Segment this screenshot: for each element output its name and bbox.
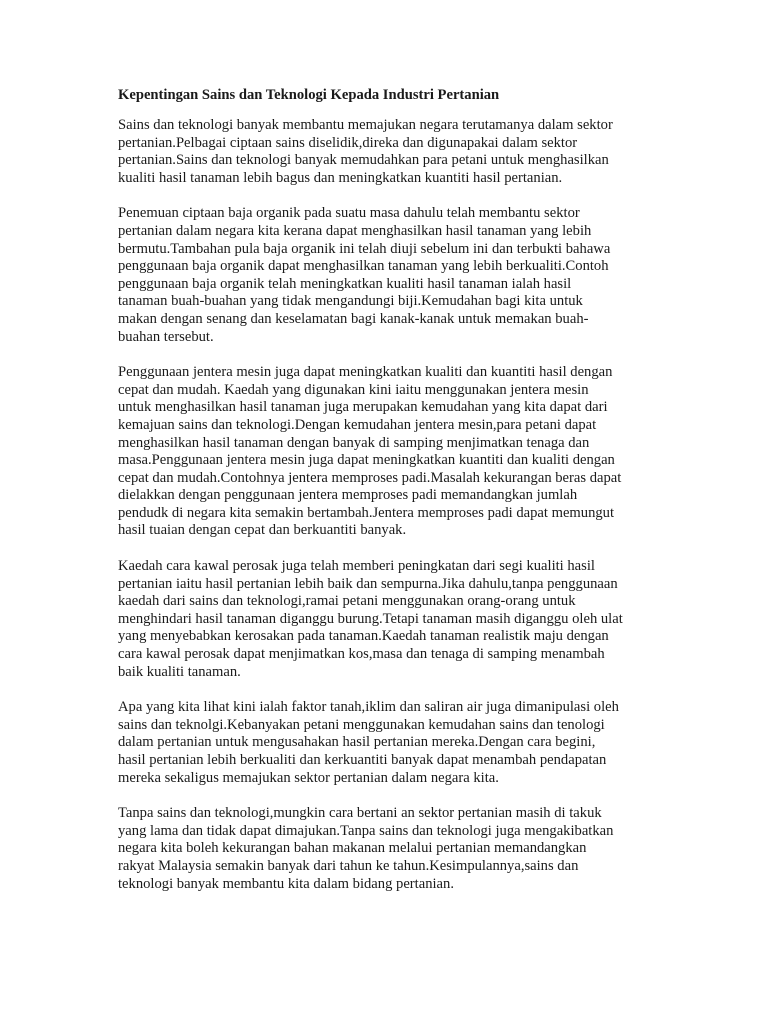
text-line: yang lama dan tidak dapat dimajukan.Tanpa sains dan teknologi juga mengakibatkan [118, 822, 614, 839]
text-line: negara kita boleh kekurangan bahan makanan melalui pertanian memandangkan [118, 840, 587, 857]
text-line: cara kawal perosak dapat menjimatkan kos,masa dan tenaga di samping menambah [118, 646, 605, 663]
text-line: makan dengan senang dan keselamatan bagi kanak-kanak untuk memakan buah- [118, 310, 589, 327]
text-line: dielakkan dengan penggunaan jentera memproses padi memandangkan jumlah [118, 487, 578, 504]
text-line: hasil tuaian dengan cepat dan berkuantiti banyak. [118, 522, 407, 539]
paragraph-6 [118, 805, 658, 893]
document-body [118, 117, 658, 893]
text-line: Tanpa sains dan teknologi,mungkin cara bertani an sektor pertanian masih di takuk [118, 805, 602, 822]
text-line: kaedah dari sains dan teknologi,ramai petani menggunakan orang-orang untuk [118, 593, 576, 610]
text-line: pertanian dalam negara kita kerana dapat menghasilkan hasil tanaman yang lebih [118, 222, 592, 239]
text-line: cepat dan mudah. Kaedah yang digunakan kini iaitu menggunakan jentera mesin [118, 381, 589, 398]
text-line: mereka sekaligus memajukan sektor pertanian dalam negara kita. [118, 769, 499, 786]
text-line: dalam pertanian untuk mengusahakan hasil pertanian mereka.Dengan cara begini, [118, 734, 596, 751]
text-line: teknologi banyak membantu kita dalam bidang pertanian. [118, 875, 454, 892]
text-line: Kaedah cara kawal perosak juga telah memberi peningkatan dari segi kualiti hasil [118, 558, 595, 575]
paragraph-5 [118, 699, 658, 787]
text-line: yang menyebabkan kerosakan pada tanaman.Kaedah tanaman realistik maju dengan [118, 628, 609, 645]
text-line: menghindari hasil tanaman diganggu burung.Tetapi tanaman masih diganggu oleh ulat [118, 610, 623, 627]
text-line: Penggunaan jentera mesin juga dapat meningkatkan kualiti dan kuantiti hasil dengan [118, 364, 613, 381]
text-line: untuk menghasilkan hasil tanaman juga merupakan kemudahan yang kita dapat dari [118, 399, 608, 416]
paragraph-3 [118, 364, 658, 540]
text-line: penggunaan baja organik dapat menghasilkan tanaman yang lebih berkualiti.Contoh [118, 258, 609, 275]
document-title: Kepentingan Sains dan Teknologi Kepada Industri Pertanian [118, 87, 500, 103]
text-line: kemajuan sains dan teknologi.Dengan kemudahan jentera mesin,para petani dapat [118, 416, 597, 433]
text-line: pertanian.Sains dan teknologi banyak memudahkan para petani untuk menghasilkan [118, 152, 609, 169]
text-line: pertanian iaitu hasil pertanian lebih baik dan sempurna.Jika dahulu,tanpa penggunaan [118, 575, 618, 592]
text-line: bermutu.Tambahan pula baja organik ini telah diuji sebelum ini dan terbukti bahawa [118, 240, 611, 257]
document-page [118, 86, 658, 911]
text-line: cepat dan mudah.Contohnya jentera memproses padi.Masalah kekurangan beras dapat [118, 469, 622, 486]
paragraph-4 [118, 558, 658, 681]
text-line: pertanian.Pelbagai ciptaan sains diselidik,direka dan digunapakai dalam sektor [118, 134, 578, 151]
text-line: menghasilkan hasil tanaman dengan banyak di samping menjimatkan tenaga dan [118, 434, 590, 451]
text-line: penggunaan baja organik telah meningkatkan kualiti hasil tanaman ialah hasil [118, 275, 572, 292]
text-line: Apa yang kita lihat kini ialah faktor tanah,iklim dan saliran air juga dimanipulasi oleh [118, 699, 619, 716]
paragraph-2 [118, 205, 658, 346]
text-line: kualiti hasil tanaman lebih bagus dan meningkatkan kuantiti hasil pertanian. [118, 169, 563, 186]
paragraph-1 [118, 117, 658, 187]
text-line: pendudk di negara kita semakin bertambah.Jentera memproses padi dapat memungut [118, 504, 615, 521]
text-line: baik kualiti tanaman. [118, 663, 241, 680]
text-line: hasil pertanian lebih berkualiti dan kerkuantiti banyak dapat menambah pendapatan [118, 752, 607, 768]
text-line: sains dan teknolgi.Kebanyakan petani menggunakan kemudahan sains dan tenologi [118, 716, 605, 733]
text-line: masa.Penggunaan jentera mesin juga dapat meningkatkan kuantiti dan kualiti dengan [118, 452, 615, 469]
text-line: buahan tersebut. [118, 328, 214, 345]
text-line: Penemuan ciptaan baja organik pada suatu masa dahulu telah membantu sektor [118, 205, 580, 222]
text-line: tanaman buah-buahan yang tidak mengandungi biji.Kemudahan bagi kita untuk [118, 293, 583, 310]
text-line: Sains dan teknologi banyak membantu memajukan negara terutamanya dalam sektor [118, 117, 613, 133]
text-line: rakyat Malaysia semakin banyak dari tahun ke tahun.Kesimpulannya,sains dan [118, 857, 579, 874]
